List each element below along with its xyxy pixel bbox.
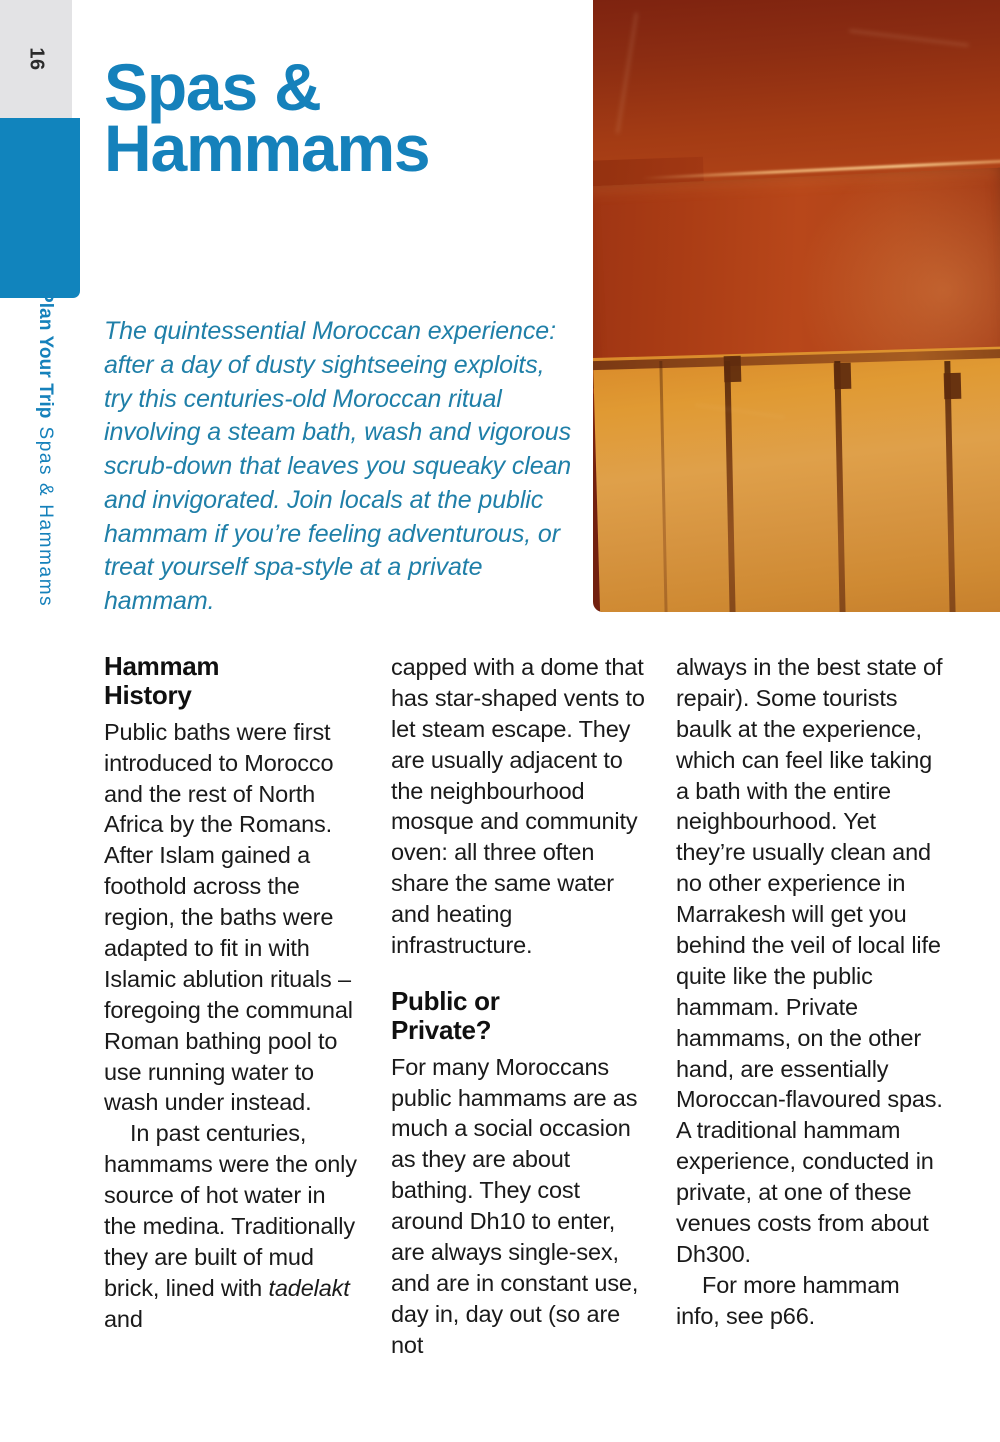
- paragraph: always in the best state of repair). Some tourists baulk at the experience, which can feel like taking a bath with the entire neighbourhood. Yet they’re usually clean and no other experience in Marrakesh will get you behind the veil of local life quite like the public hammam. Private hammams, on the other hand, are essentially Moroccan-flavoured spas. A traditional hammam experience, conducted in private, at one of these venues costs from about Dh300.: [676, 654, 943, 1267]
- photo-grout-cap: [834, 363, 852, 389]
- paragraph: For many Moroccans public hammams are as much a social occasion as they are about bathing. They cost around Dh10 to enter, are always single-sex, and are in constant use, day in, day out (so are not: [391, 1053, 639, 1358]
- term-tadelakt: tadelakt: [268, 1274, 350, 1301]
- page-number-block: [0, 0, 72, 118]
- column-2: [391, 652, 647, 1361]
- running-head: [25, 290, 65, 710]
- section-heading-line-1: Public or: [391, 985, 500, 1016]
- column-3: [676, 652, 944, 1332]
- section-heading-line-2: History: [104, 680, 192, 711]
- running-head-chapter: Plan Your Trip: [35, 290, 56, 419]
- section-heading-hammam-history: [104, 652, 360, 711]
- hero-photo: [593, 0, 1000, 612]
- photo-grout-cap: [944, 373, 962, 399]
- column-1: [104, 652, 360, 1335]
- page-title-line-2: Hammams: [104, 111, 430, 186]
- paragraph: capped with a dome that has star-shaped vents to let steam escape. They are usually adjacent to the neighbourhood mosque and community oven: all three often share the same water and heating infrastructure.: [391, 654, 645, 959]
- paragraph-text: In past centuries, hammams were the only source of hot water in the medina. Traditionally they are built of mud brick, lined with: [104, 1120, 357, 1301]
- intro-paragraph: The quintessential Moroccan experience: after a day of dusty sightseeing exploits, try this centuries-old Moroccan ritual involving a steam bath, wash and vigorous scrub-down that leaves you squeaky clean and invigorated. Join locals at the public hammam if you’re feeling adventurous, or treat yourself spa-style at a private hammam.: [104, 317, 572, 615]
- paragraph-text: and: [104, 1305, 143, 1332]
- page-number: 16: [25, 47, 48, 71]
- photo-lower-wall: [593, 346, 1000, 612]
- section-heading-public-or-private: [391, 987, 647, 1046]
- running-head-section: Spas & Hammams: [35, 426, 56, 608]
- paragraph-cross-reference: For more hammam info, see p66.: [676, 1271, 900, 1329]
- section-heading-line-2: Private?: [391, 1015, 492, 1046]
- paragraph: Public baths were first introduced to Morocco and the rest of North Africa by the Romans. After Islam gained a foothold across the region, the baths were adapted to fit in with Islamic ablution rituals – foregoing the communal Roman bathing pool to use running water to wash under instead.: [104, 718, 353, 1116]
- chapter-tab: [0, 118, 80, 298]
- section-heading-line-1: Hammam: [104, 651, 220, 681]
- page-title-line-1: Spas &: [104, 50, 321, 124]
- page-title: [104, 50, 430, 186]
- paragraph: [104, 1118, 360, 1334]
- photo-grout-cap: [724, 355, 742, 381]
